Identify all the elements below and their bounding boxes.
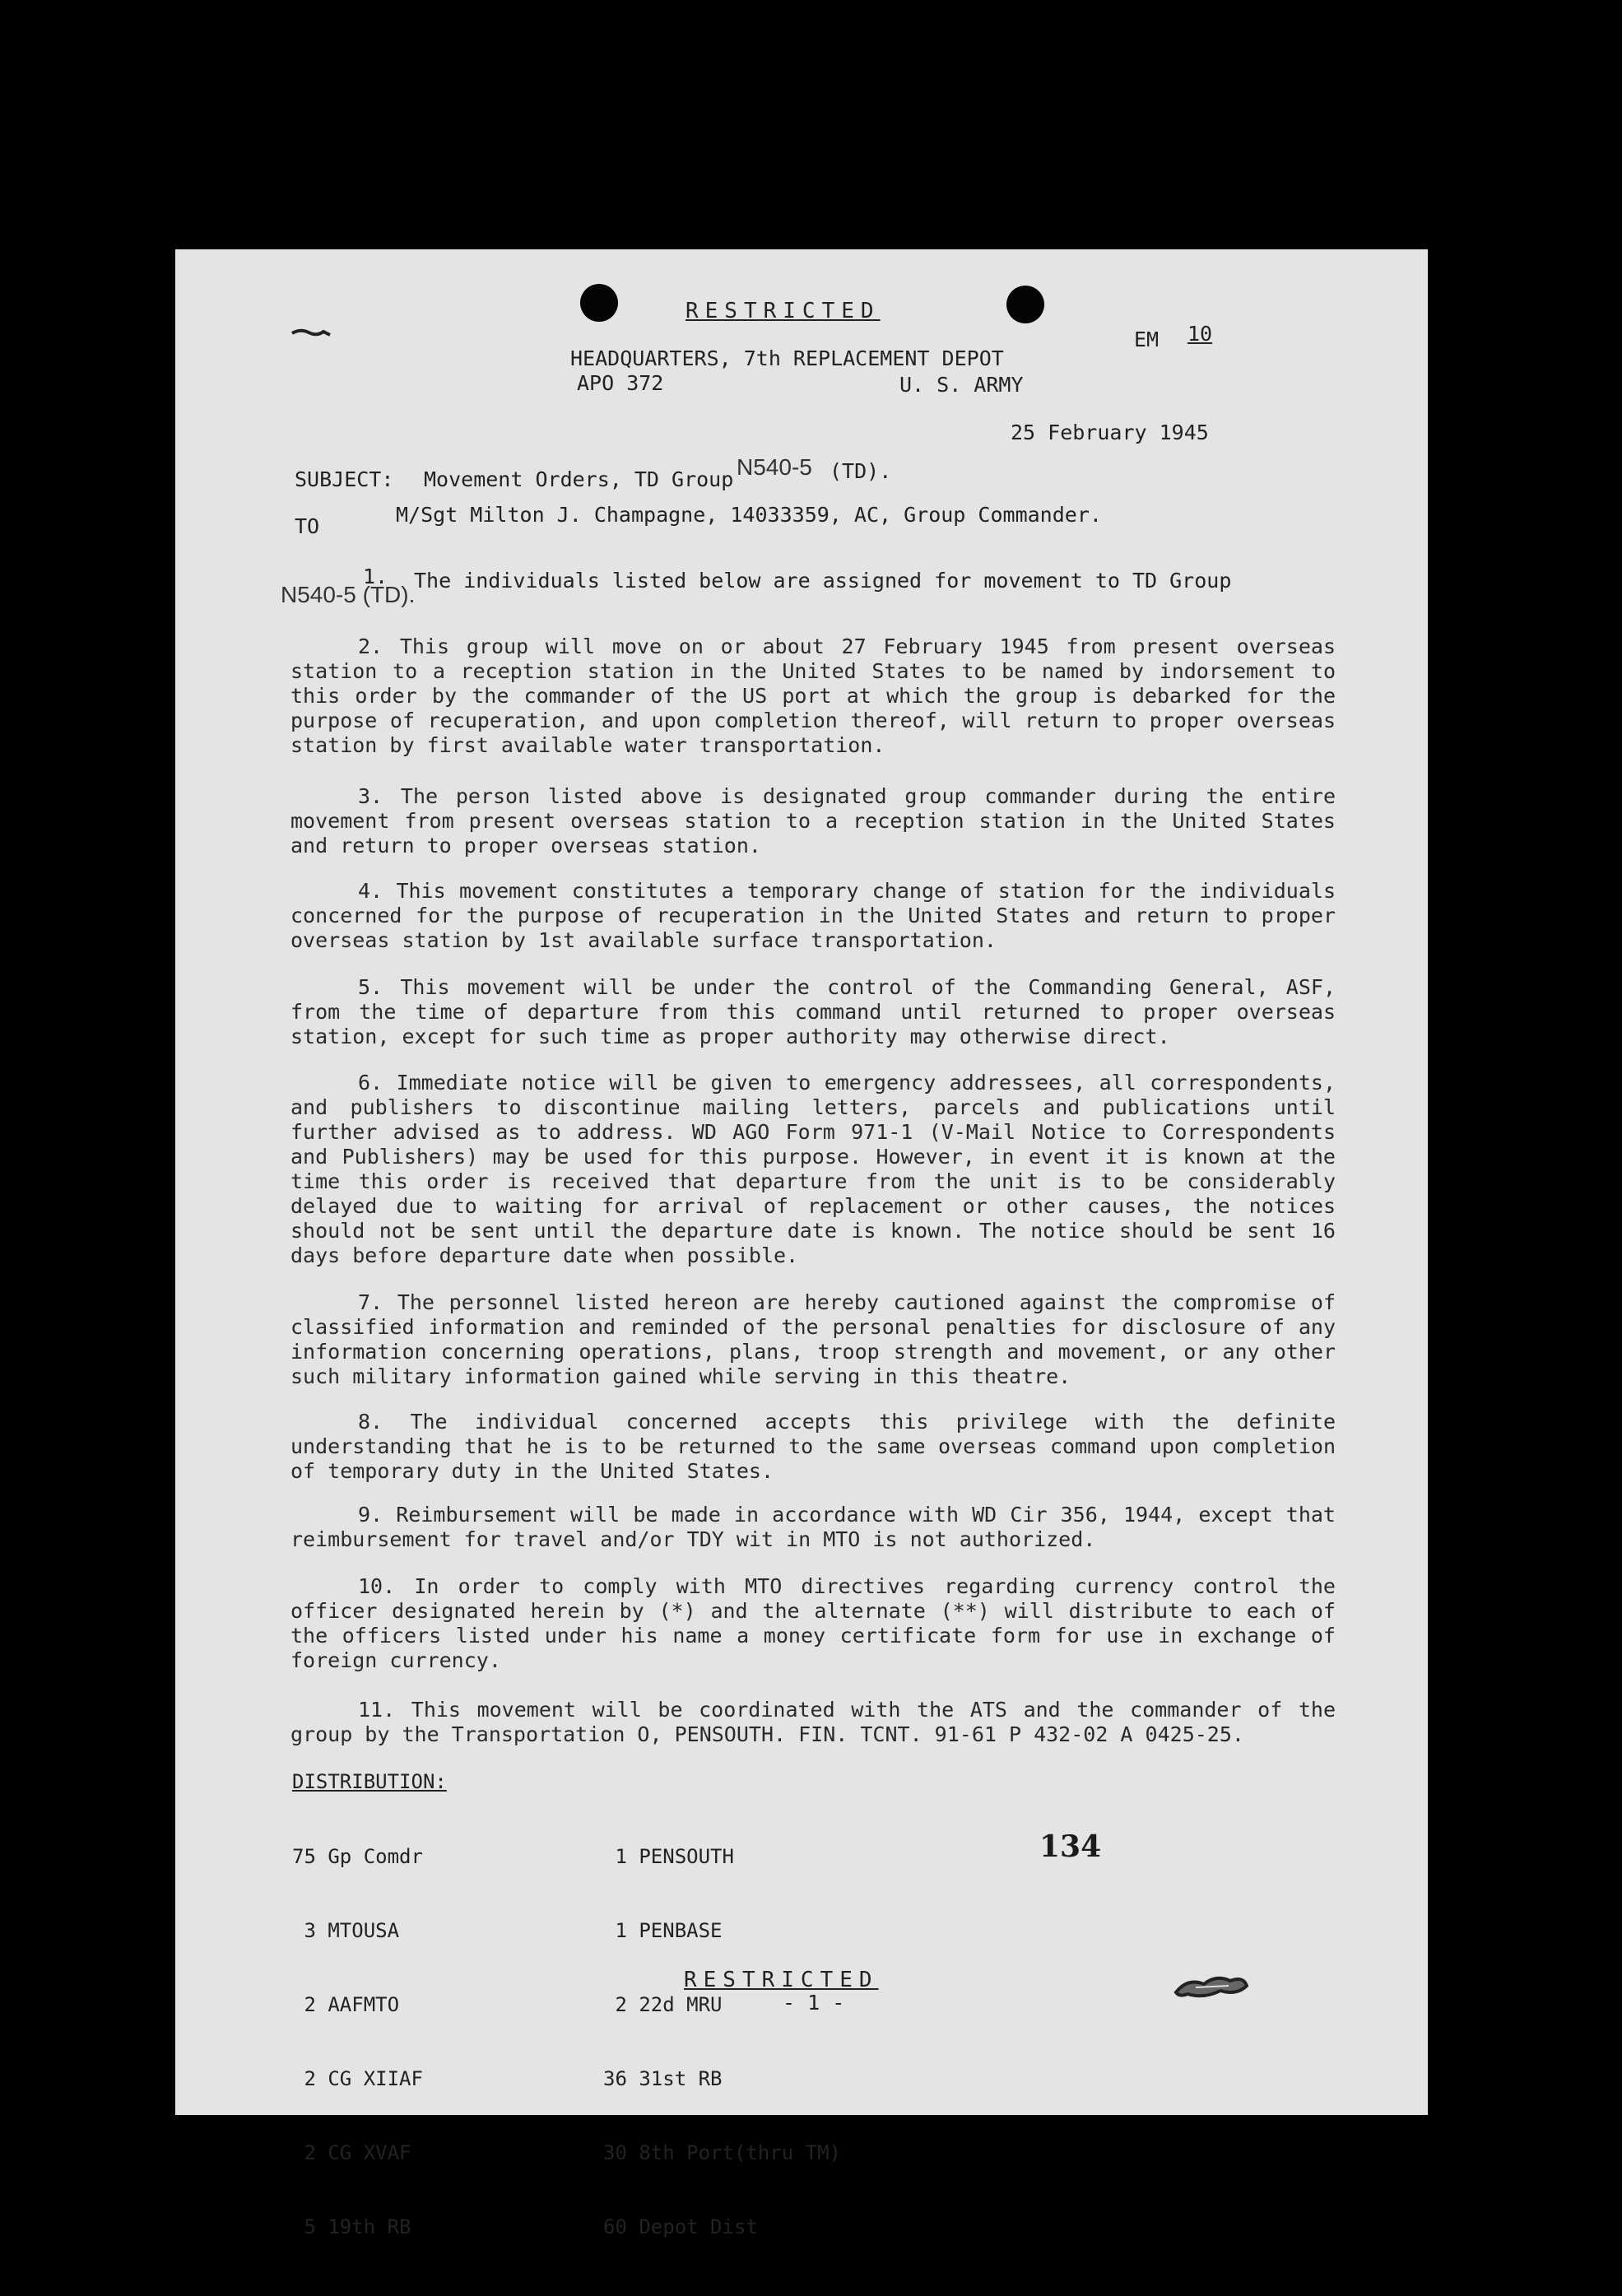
list-item: 36 31st RB: [603, 2067, 723, 2090]
paragraph-9: [290, 1503, 1336, 1552]
doc-number: 10: [1187, 322, 1213, 346]
paragraph-number: 6.: [358, 1071, 397, 1095]
paragraph-text: The personnel listed hereon are hereby cautioned against the compromise of classified information and reminded of the personal penalties for disclosure of any information concerning operations, plans, troop strength and movement, or any other such military information gained while serving in this theatre.: [290, 1290, 1336, 1388]
list-item: 3 MTOUSA: [292, 1919, 400, 1942]
paragraph-3: [290, 784, 1336, 858]
punch-hole-right: [1006, 286, 1044, 323]
header-line-2-left: APO 372: [577, 371, 664, 395]
distribution-label: DISTRIBUTION:: [292, 1770, 447, 1793]
date: 25 February 1945: [1011, 421, 1209, 444]
classification-top: RESTRICTED: [686, 299, 881, 323]
paragraph-7: [290, 1290, 1336, 1389]
subject-text: Movement Orders, TD Group: [424, 467, 734, 491]
paragraph-4: [290, 879, 1336, 953]
page-stamp-number: 134: [1039, 1829, 1102, 1864]
list-item: 2 CG XIIAF: [292, 2067, 423, 2090]
subject-suffix: (TD).: [830, 459, 892, 483]
para-1-text: The individuals listed below are assigned for movement to TD Group: [414, 569, 1232, 593]
to-label: TO: [295, 514, 320, 538]
paragraph-text: This movement constitutes a temporary change of station for the individuals concerned for the purpose of recuperation in the United States and return to proper overseas station by 1st available surface transportation.: [290, 879, 1336, 952]
paragraph-number: 10.: [358, 1574, 415, 1598]
paragraph-8: [290, 1410, 1336, 1484]
paragraph-text: Reimbursement will be made in accordance with WD Cir 356, 1944, except that reimbursement for travel and/or TDY wit in MTO is not authorized.: [290, 1503, 1336, 1551]
subject-label: SUBJECT:: [295, 467, 394, 491]
list-item: 5 19th RB: [292, 2215, 411, 2238]
paragraph-number: 9.: [358, 1503, 397, 1527]
list-item: 2 22d MRU: [603, 1993, 723, 2016]
list-item: 1 PENSOUTH: [603, 1845, 734, 1868]
paragraph-11: [290, 1698, 1336, 1747]
paragraph-number: 4.: [358, 879, 397, 903]
list-item: 2 CG XVAF: [292, 2141, 411, 2164]
ink-scribble-icon: [1171, 1969, 1253, 2006]
paragraph-text: This movement will be coordinated with the ATS and the commander of the group by the Transportation O, PENSOUTH. FIN. TCNT. 91-61 P 432-02 A 0425-25.: [290, 1698, 1336, 1746]
paragraph-text: The individual concerned accepts this privilege with the definite understanding that he is to be returned to the same overseas command upon completion of temporary duty in the United States.: [290, 1410, 1336, 1483]
paragraph-text: This movement will be under the control of the Commanding General, ASF, from the time of departure from this command until returned to proper overseas station, except for such time as proper authority may otherwise direct.: [290, 975, 1336, 1048]
paragraph-number: 7.: [358, 1290, 397, 1314]
subject-handwritten-group: N540-5: [737, 454, 812, 480]
paragraph-number: 5.: [358, 975, 401, 999]
list-item: 2 AAFMTO: [292, 1993, 400, 2016]
paragraph-text: In order to comply with MTO directives regarding currency control the officer designated herein by (*) and the alternate (**) will distribute to each of the officers listed under his name a money certificate form for use in exchange of foreign currency.: [290, 1574, 1336, 1672]
document-page: [175, 249, 1428, 2238]
list-item: 30 8th Port(thru TM): [603, 2141, 841, 2164]
paragraph-text: This group will move on or about 27 February 1945 from present overseas station to a reception station in the United States to be named by indorsement to this order by the commander of the US port at which the group is debarked for the purpose of recuperation, and upon completion thereof, will return to proper overseas station by first available water transportation.: [290, 634, 1336, 757]
punch-hole-left: [580, 284, 618, 322]
list-item: 1 PENBASE: [603, 1919, 723, 1942]
paragraph-text: Immediate notice will be given to emergency addressees, all correspondents, and publishers to discontinue mailing letters, parcels and publications until further advised as to address. WD AGO Form 971-1 (V-Mail Notice to Correspondents and Publishers) may be used for this purpose. However, in event it is known at the time this order is received that departure from the unit is to be considerably delayed due to waiting for arrival of replacement or other causes, the notices should not be sent until the departure date is known. The notice should be sent 16 days before departure date when possible.: [290, 1071, 1336, 1267]
classification-bottom: RESTRICTED: [684, 1968, 879, 1992]
paragraph-5: [290, 975, 1336, 1049]
header-line-1: HEADQUARTERS, 7th REPLACEMENT DEPOT: [570, 346, 1004, 370]
paragraph-number: 11.: [358, 1698, 411, 1722]
header-line-2-right: U. S. ARMY: [899, 373, 1024, 397]
page-number: - 1 -: [783, 1991, 845, 2015]
to-text: M/Sgt Milton J. Champagne, 14033359, AC, Group Commander.: [396, 503, 1102, 527]
ink-mark-icon: [290, 325, 340, 342]
list-item: 60 Depot Dist: [603, 2215, 758, 2238]
para-1-handwritten-group: N540-5 (TD).: [281, 582, 416, 607]
distribution-list-right: [603, 1795, 841, 2289]
paragraph-10: [290, 1574, 1336, 1673]
paragraph-6: [290, 1071, 1336, 1268]
paragraph-text: The person listed above is designated group commander during the entire movement from present overseas station to a reception station in the United States and return to proper overseas station.: [290, 784, 1336, 858]
paragraph-number: 3.: [358, 784, 401, 808]
paragraph-number: 2.: [358, 634, 400, 658]
list-item: 75 Gp Comdr: [292, 1845, 423, 1868]
distribution-list-left: [292, 1795, 423, 2289]
para-1-number: 1.: [363, 565, 388, 588]
doc-label: EM: [1134, 328, 1160, 351]
paragraph-2: [290, 634, 1336, 758]
paragraph-number: 8.: [358, 1410, 411, 1434]
